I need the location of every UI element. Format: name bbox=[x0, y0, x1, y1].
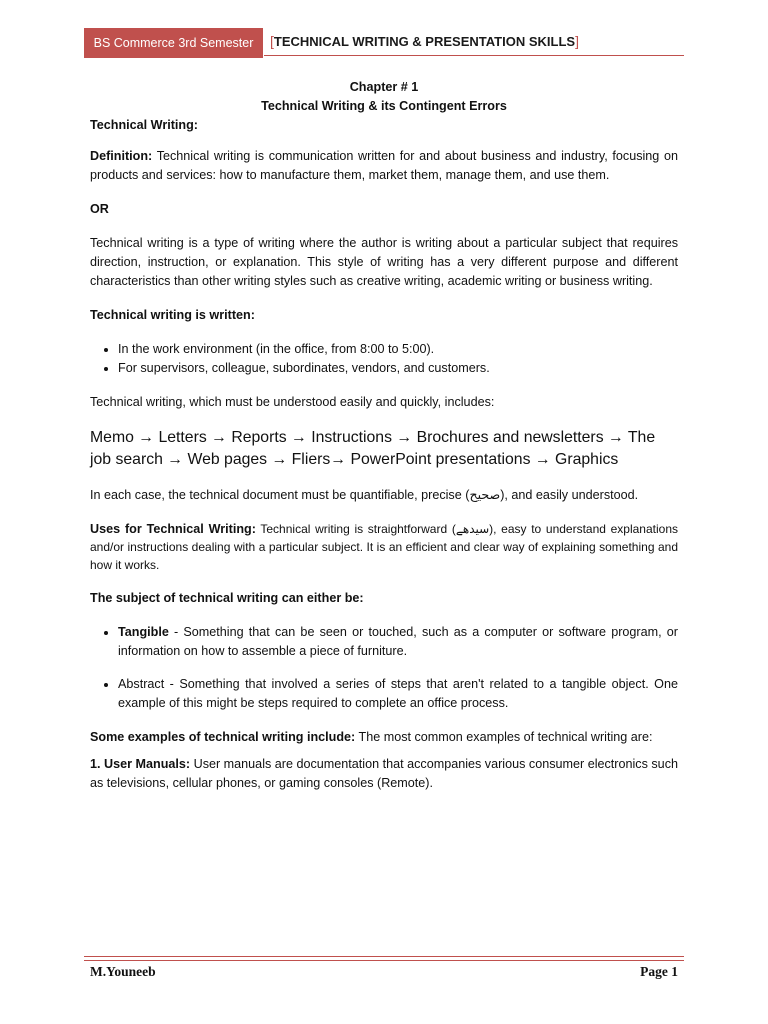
written-heading: Technical writing is written: bbox=[90, 308, 255, 322]
definition-text: Technical writing is communication written for and about business and industry, focusing on products and services: how to manufacture them, market them, manage them, and use them. bbox=[90, 149, 678, 182]
course-name: TECHNICAL WRITING & PRESENTATION SKILLS bbox=[273, 34, 576, 49]
document-types-flow: Memo → Letters → Reports → Instructions → Brochures and newsletters → The job search → Web pages → Fliers→ PowerPoint presentations → Graphics bbox=[90, 429, 656, 468]
list-item: • In the work environment (in the office, from 8:00 to 5:00). bbox=[118, 340, 678, 359]
footer-author: M.Youneeb bbox=[90, 964, 156, 979]
header-rule bbox=[264, 55, 684, 56]
uses-paragraph bbox=[90, 520, 678, 574]
chapter-title: Technical Writing & its Contingent Errors bbox=[261, 99, 507, 113]
examples-label: Some examples of technical writing include: bbox=[90, 730, 356, 744]
footer-page-number: Page 1 bbox=[640, 964, 678, 979]
bracket-close: ] bbox=[575, 33, 579, 49]
bracket-open: [ bbox=[270, 33, 274, 49]
definition-paragraph bbox=[90, 147, 678, 185]
each-case-text-a: In each case, the technical document must be quantifiable, precise ( bbox=[90, 488, 470, 502]
list-item-tangible bbox=[118, 623, 678, 661]
uses-text-a: Technical writing is straightforward ( bbox=[255, 522, 456, 536]
examples-paragraph bbox=[90, 728, 678, 747]
user-manuals-label: 1. User Manuals: bbox=[90, 757, 191, 771]
definition-label: Definition: bbox=[90, 149, 153, 163]
uses-text-b: ), easy to understand explanations and/or instructions dealing with a particular subject. It is an efficient and clear way of explaining something and how it works. bbox=[90, 522, 678, 572]
subject-list bbox=[90, 623, 678, 713]
semester-label: BS Commerce 3rd Semester bbox=[84, 28, 263, 58]
tangible-text: - Something that can be seen or touched, such as a computer or software program, or information on how to assemble a piece of furniture. bbox=[118, 625, 678, 658]
list-item-abstract: • Abstract - Something that involved a series of steps that aren't related to a tangible object. One example of this might be steps required to complete an office process. bbox=[118, 675, 678, 713]
urdu-precise: صحیح bbox=[469, 487, 501, 502]
page-body bbox=[90, 78, 678, 808]
includes-paragraph: Technical writing, which must be understood easily and quickly, includes: bbox=[90, 395, 495, 409]
course-title bbox=[270, 33, 579, 49]
each-case-text-b: ), and easily understood. bbox=[500, 488, 639, 502]
user-manuals-text: User manuals are documentation that accompanies various consumer electronics such as televisions, cellular phones, or gaming consoles (Remote). bbox=[90, 757, 678, 790]
tangible-label: Tangible bbox=[118, 625, 169, 639]
list-item: • For supervisors, colleague, subordinates, vendors, and customers. bbox=[118, 359, 678, 378]
each-case-paragraph bbox=[90, 485, 678, 505]
subject-heading: The subject of technical writing can either be: bbox=[90, 591, 364, 605]
chapter-number: Chapter # 1 bbox=[349, 80, 419, 94]
footer-rule bbox=[84, 956, 684, 961]
written-list bbox=[90, 340, 678, 378]
user-manuals-paragraph bbox=[90, 755, 678, 793]
urdu-straightforward: سیدھے bbox=[455, 522, 490, 536]
description-paragraph: Technical writing is a type of writing where the author is writing about a particular subject that requires direction, instruction, or explanation. This style of writing has a very different purpose and different characteristics than other writing styles such as creative writing, academic writing or business writing. bbox=[90, 236, 678, 288]
examples-text: The most common examples of technical writing are: bbox=[355, 730, 653, 744]
uses-label: Uses for Technical Writing: bbox=[90, 522, 256, 536]
or-label: OR bbox=[90, 202, 109, 216]
section-heading-technical-writing: Technical Writing: bbox=[90, 118, 198, 132]
